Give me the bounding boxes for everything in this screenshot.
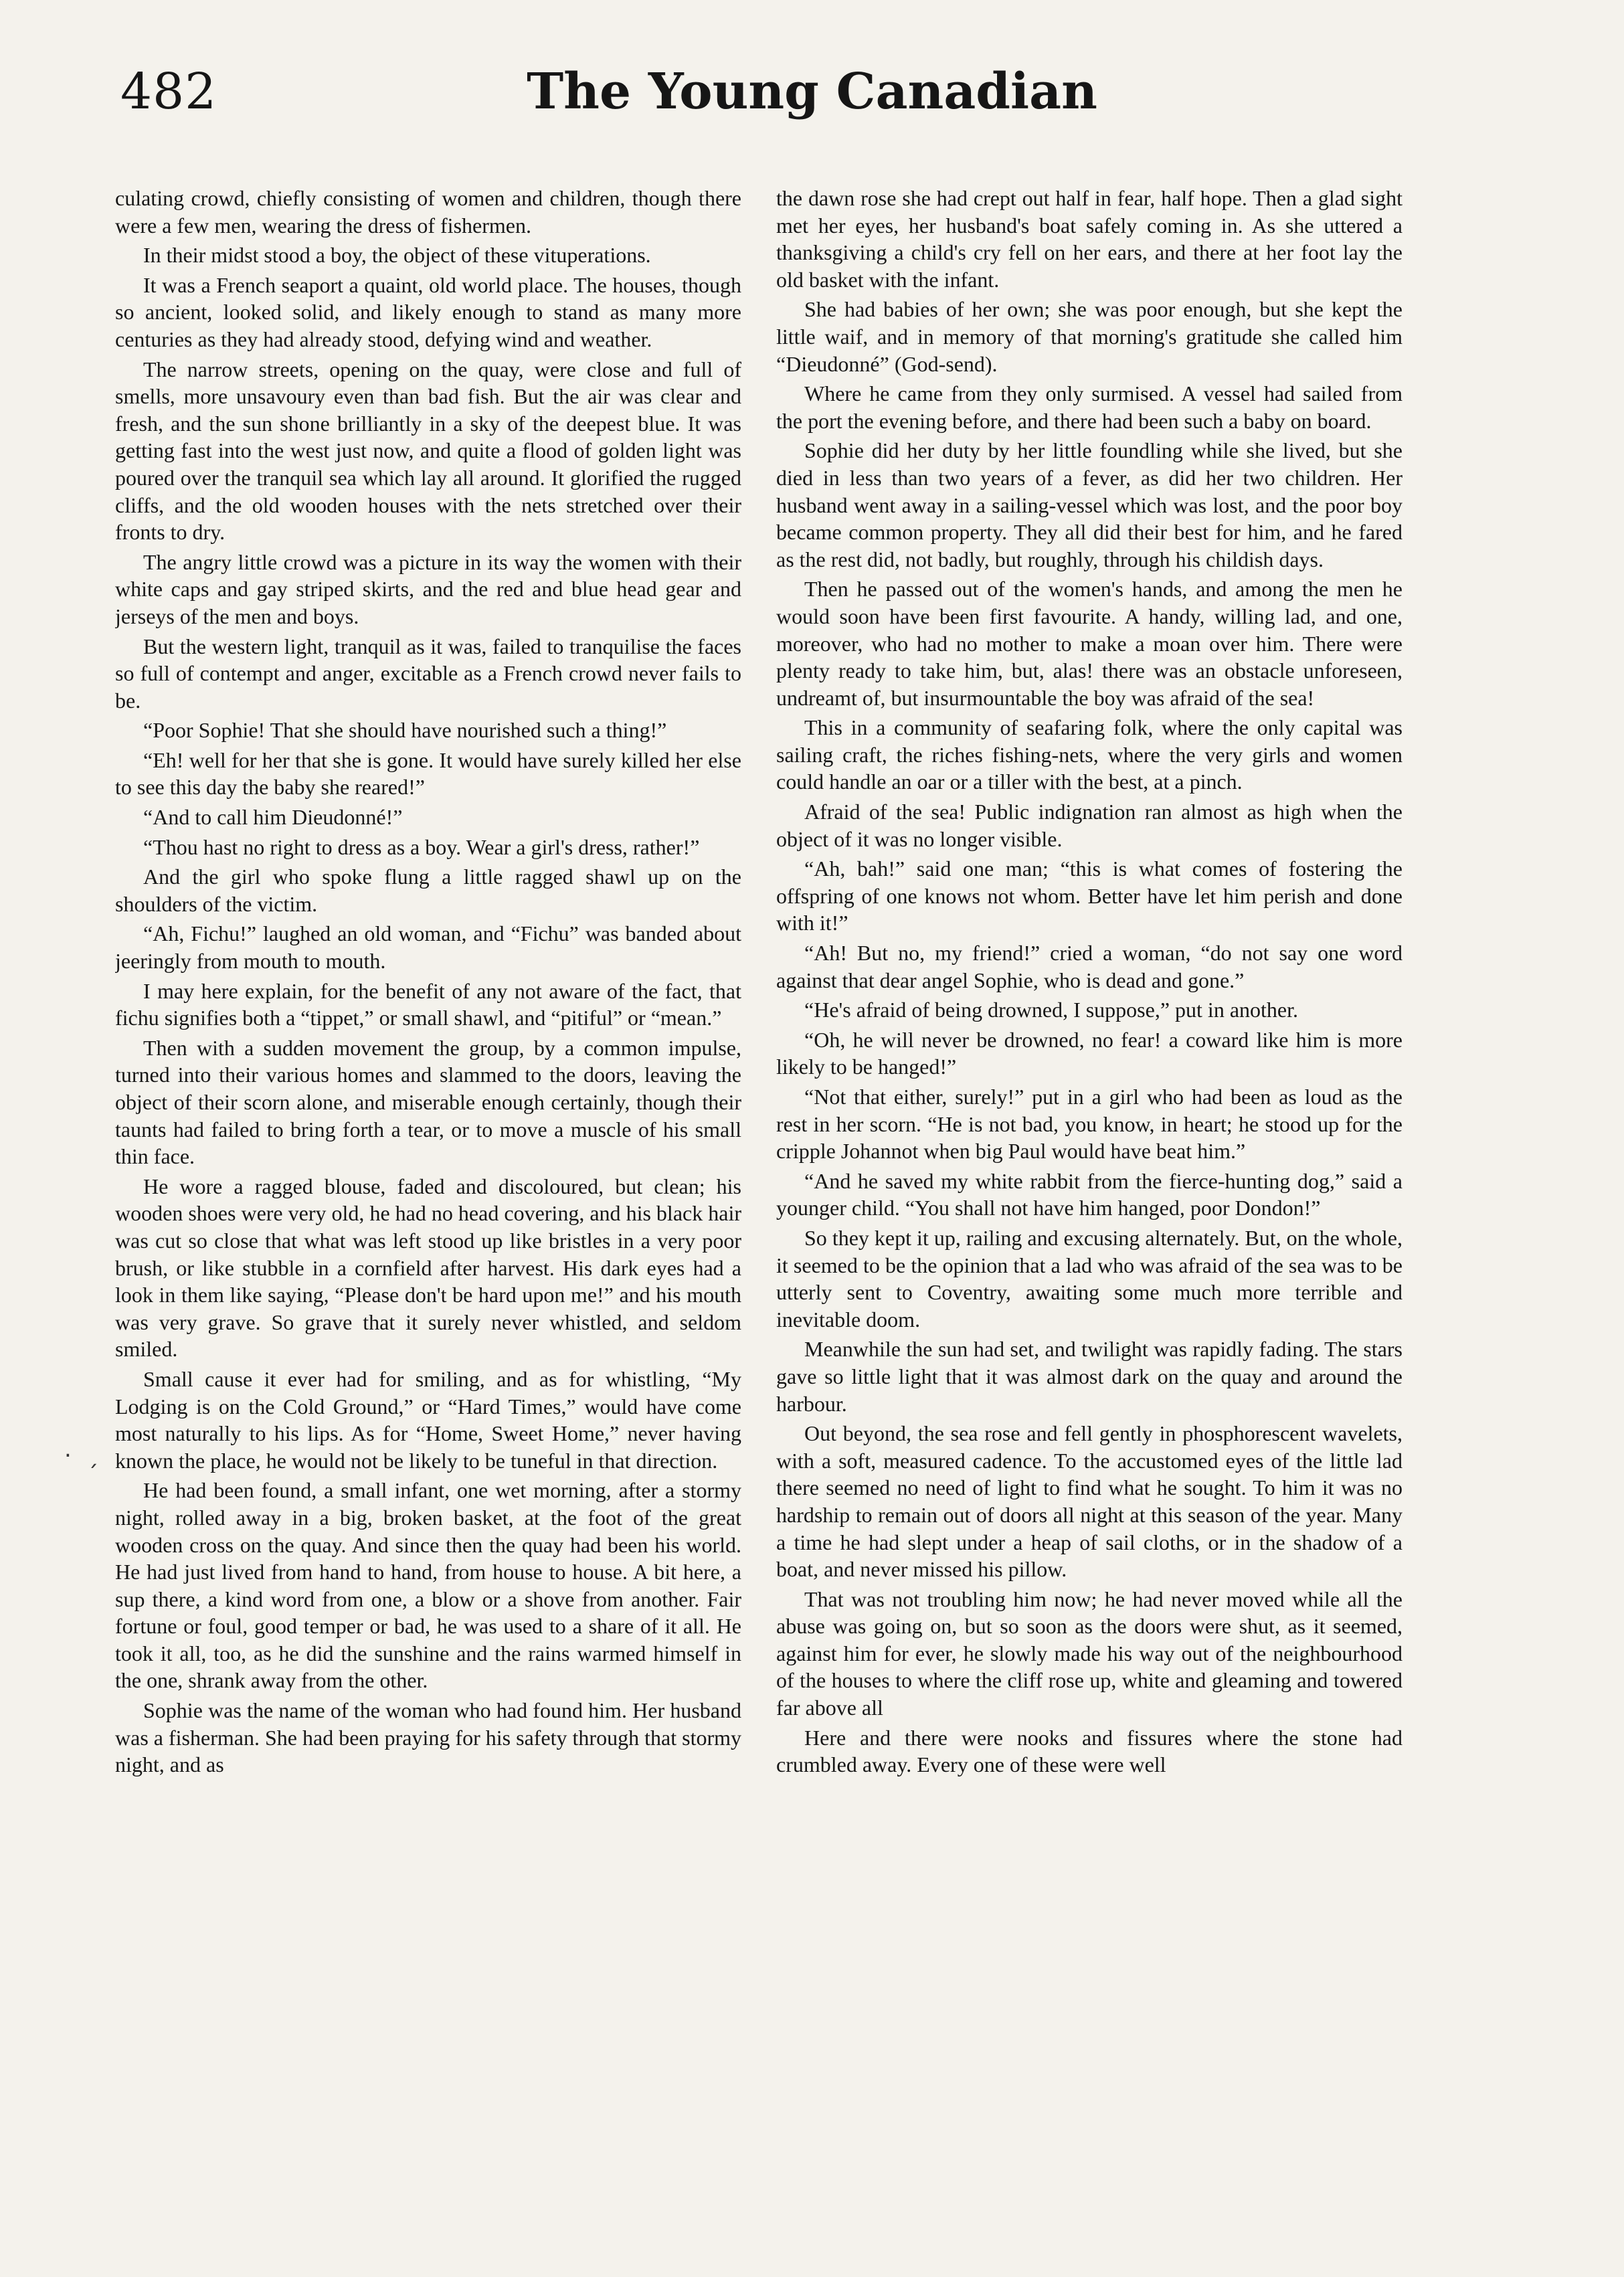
paragraph: Here and there were nooks and fissures where the stone had crumbled away. Every one of these were well	[776, 1725, 1403, 1777]
paragraph: “He's afraid of being drowned, I suppose,” put in another.	[804, 998, 1298, 1022]
paragraph: It was a French seaport a quaint, old world place. The houses, though so ancient, looked solid, and likely enough to stand as many more centuries as they had already stood, defying wind and weather.	[115, 272, 741, 351]
paragraph: Then with a sudden movement the group, by a common impulse, turned into their various homes and slammed to the doors, leaving the object of their scorn alone, and miserable enough certainly, though their taunts had failed to bring forth a tear, or to move a muscle of his small thin face.	[115, 1035, 741, 1169]
paragraph: Sophie was the name of the woman who had found him. Her husband was a fisherman. She had been praying for his safety through that stormy night, and as	[115, 1698, 741, 1777]
paragraph: “Not that either, surely!” put in a girl who had been as loud as the rest in her scorn. “He is not bad, you know, in heart; he stood up for the cripple Johannot when big Paul would have beat him.”	[776, 1085, 1403, 1164]
paragraph: Meanwhile the sun had set, and twilight was rapidly fading. The stars gave so little light that it was almost dark on the quay and around the harbour.	[776, 1337, 1403, 1416]
paragraph: “Thou hast no right to dress as a boy. Wear a girl's dress, rather!”	[143, 834, 700, 859]
paragraph: “Ah, Fichu!” laughed an old woman, and “Fichu” was banded about jeeringly from mouth to mouth.	[115, 921, 741, 974]
paragraph: “Eh! well for her that she is gone. It would have surely killed her else to see this day the baby she reared!”	[115, 747, 741, 800]
left-column	[115, 185, 741, 2232]
paragraph: “Ah, bah!” said one man; “this is what comes of fostering the offspring of one knows not whom. Better have let him perish and done with it!”	[776, 856, 1403, 935]
paragraph: The narrow streets, opening on the quay, were close and full of smells, more unsavoury even than bad fish. But the air was clear and fresh, and the sun shone brilliantly in a sky of the deepest blue. It was getting fast into the west just now, and quite a flood of golden light was poured over the tranquil sea which lay all around. It glorified the rugged cliffs, and the old wooden houses with the nets stretched over their fronts to dry.	[115, 357, 741, 545]
paragraph: “Ah! But no, my friend!” cried a woman, “do not say one word against that dear angel Sophie, who is dead and gone.”	[776, 941, 1403, 992]
page-header	[0, 0, 1624, 147]
paragraph: Then he passed out of the women's hands, and among the men he would soon have been first favourite. A handy, willing lad, and one, moreover, who had no mother to make a moan over him. There were plenty ready to take him, but, alas! there was an obstacle unforeseen, undreamt of, but insurmountable the boy was afraid of the sea!	[776, 577, 1403, 710]
paragraph: Small cause it ever had for smiling, and as for whistling, “My Lodging is on the Cold Ground,” or “Hard Times,” would have come most naturally to his lips. As for “Home, Sweet Home,” never having known the place, he would not be likely to be tuneful in that direction.	[115, 1366, 741, 1473]
paragraph: “Oh, he will never be drowned, no fear! a coward like him is more likely to be hanged!”	[776, 1027, 1403, 1079]
paragraph: This in a community of seafaring folk, where the only capital was sailing craft, the riches fishing-nets, where the very girls and women could handle an oar or a tiller with the best, at a pinch.	[776, 715, 1403, 794]
paragraph: Afraid of the sea! Public indignation ran almost as high when the object of it was no longer visible.	[776, 800, 1403, 851]
paragraph: So they kept it up, railing and excusing alternately. But, on the whole, it seemed to be the opinion that a lad who was afraid of the sea was to be utterly sent to Coventry, awaiting some much more terrible and inevitable doom.	[776, 1225, 1403, 1332]
margin-mark-tick: ˊ	[87, 1461, 98, 1488]
paragraph: I may here explain, for the benefit of any not aware of the fact, that fichu signifies both a “tippet,” or small shawl, and “pitiful” or “mean.”	[115, 978, 741, 1030]
paragraph: Out beyond, the sea rose and fell gently in phosphorescent wavelets, with a soft, measured cadence. To the accustomed eyes of the little lad there seemed no need of light to find what he sought. To him it was no hardship to remain out of doors all night at this season of the year. Many a time he had slept under a heap of sail cloths, or in the shadow of a boat, and never missed his pillow.	[776, 1421, 1403, 1582]
paragraph: The angry little crowd was a picture in its way the women with their white caps and gay striped skirts, and the red and blue head gear and jerseys of the men and boys.	[115, 549, 741, 628]
paragraph: the dawn rose she had crept out half in fear, half hope. Then a glad sight met her eyes, her husband's boat safely coming in. As she uttered a thanksgiving a child's cry fell on her ears, and there at her foot lay the old basket with the infant.	[776, 186, 1403, 292]
paragraph: “Poor Sophie! That she should have nourished such a thing!”	[143, 718, 667, 743]
paragraph: “And to call him Dieudonné!”	[143, 805, 403, 830]
running-title: The Young Canadian	[527, 63, 1097, 120]
paragraph: “And he saved my white rabbit from the fierce-hunting dog,” said a younger child. “You shall not have him hanged, poor Dondon!”	[776, 1168, 1403, 1220]
paragraph: Where he came from they only surmised. A vessel had sailed from the port the evening before, and there had been such a baby on board.	[776, 381, 1403, 433]
paragraph: But the western light, tranquil as it was, failed to tranquilise the faces so full of contempt and anger, excitable as a French crowd never fails to be.	[115, 634, 741, 713]
right-column	[776, 185, 1403, 2232]
paragraph: culating crowd, chiefly consisting of women and children, though there were a few men, wearing the dress of fishermen.	[115, 186, 741, 238]
paragraph: She had babies of her own; she was poor enough, but she kept the little waif, and in memory of that morning's gratitude she called him “Dieudonné” (God-send).	[776, 297, 1403, 376]
paragraph: Sophie did her duty by her little foundling while she lived, but she died in less than two years of a fever, as did her two children. Her husband went away in a sailing-vessel which was lost, and the poor boy became common property. They all did their best for him, and he fared as the rest did, not badly, but roughly, through his childish days.	[776, 438, 1403, 571]
paragraph: In their midst stood a boy, the object of these vituperations.	[143, 243, 651, 268]
paragraph: That was not troubling him now; he had never moved while all the abuse was going on, but so soon as the doors were shut, as it seemed, against him for ever, he slowly made his way out of the neighbourhood of the houses to where the cliff rose up, white and gleaming and towered far above all	[776, 1586, 1403, 1720]
paragraph: He had been found, a small infant, one wet morning, after a stormy night, rolled away in a big, broken basket, at the foot of the great wooden cross on the quay. And since then the quay had been his world. He had just lived from hand to hand, from house to house. A bit here, a sup there, a kind word from one, a blow or a shove from another. Fair fortune or foul, good temper or bad, he was used to a share of it all. He took it all, too, as he did the sunshine and the rains warmed himself in the one, shrank away from the other.	[115, 1478, 741, 1693]
paragraph: He wore a ragged blouse, faded and discoloured, but clean; his wooden shoes were very old, he had no head covering, and his black hair was cut so close that what was left stood up like bristles in a very poor brush, or like stubble in a cornfield after harvest. His dark eyes had a look in them like saying, “Please don't be hard upon me!” and his mouth was very grave. So grave that it surely never whistled, and seldom smiled.	[115, 1174, 741, 1362]
paragraph: And the girl who spoke flung a little ragged shawl up on the shoulders of the victim.	[115, 864, 741, 916]
margin-mark-dot: .	[64, 1436, 72, 1463]
page-number: 482	[120, 63, 217, 120]
